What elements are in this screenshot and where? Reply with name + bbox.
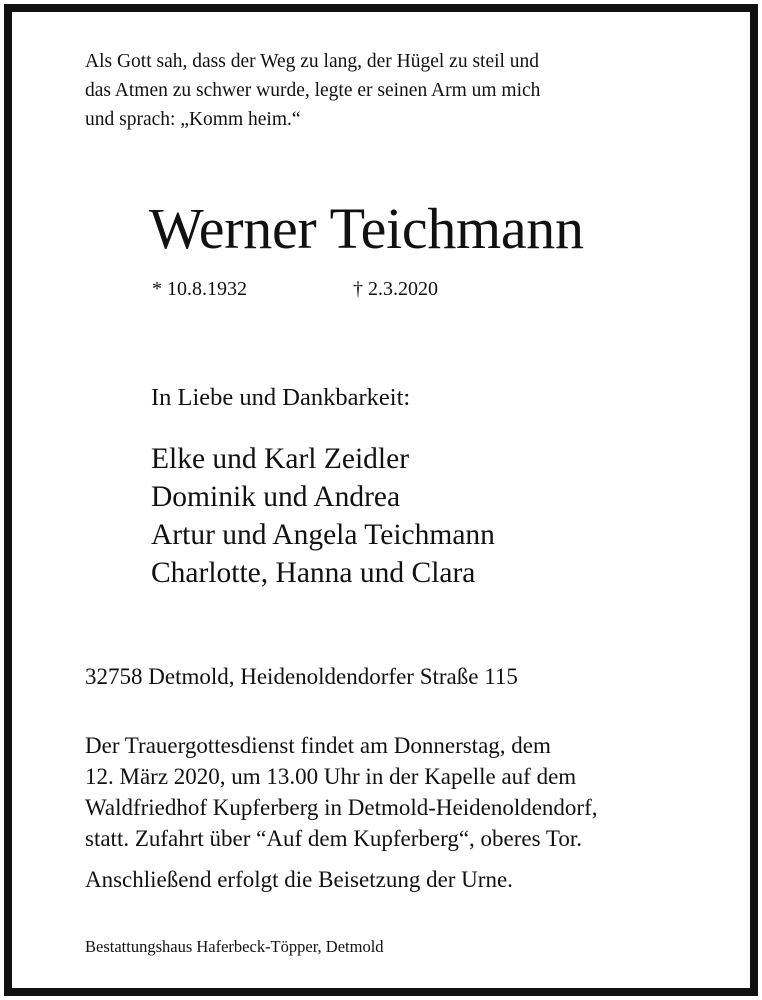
quote-line: und sprach: „Komm heim.“ [85,109,301,130]
mourner-name: Elke und Karl Zeidler [151,443,410,475]
mourner-name: Artur und Angela Teichmann [151,519,495,551]
death-date: † 2.3.2020 [353,278,438,300]
quote-line: das Atmen zu schwer wurde, legte er seinen Arm um mich [85,80,541,101]
service-line: statt. Zufahrt über “Auf dem Kupferberg“, oberes Tor. [85,826,582,851]
memorial-quote [85,47,540,134]
mourner-name: Charlotte, Hanna und Clara [151,557,476,589]
burial-info: Anschließend erfolgt die Beisetzung der Urne. [85,867,513,892]
service-line: 12. März 2020, um 13.00 Uhr in der Kapelle auf dem [85,764,577,789]
birth-date: * 10.8.1932 [152,278,247,300]
mourners-list [151,440,495,592]
mourners-intro: In Liebe und Dankbarkeit: [151,384,411,411]
service-line: Waldfriedhof Kupferberg in Detmold-Heidenoldendorf, [85,795,598,820]
family-address: 32758 Detmold, Heidenoldendorfer Straße 115 [85,664,518,689]
mourner-name: Dominik und Andrea [151,481,401,513]
quote-line: Als Gott sah, dass der Weg zu lang, der Hügel zu steil und [85,51,540,72]
service-line: Der Trauergottesdienst findet am Donnerstag, dem [85,733,551,758]
funeral-service-info [85,730,598,854]
deceased-name: Werner Teichmann [149,196,584,261]
funeral-home: Bestattungshaus Haferbeck-Töpper, Detmold [85,937,384,956]
